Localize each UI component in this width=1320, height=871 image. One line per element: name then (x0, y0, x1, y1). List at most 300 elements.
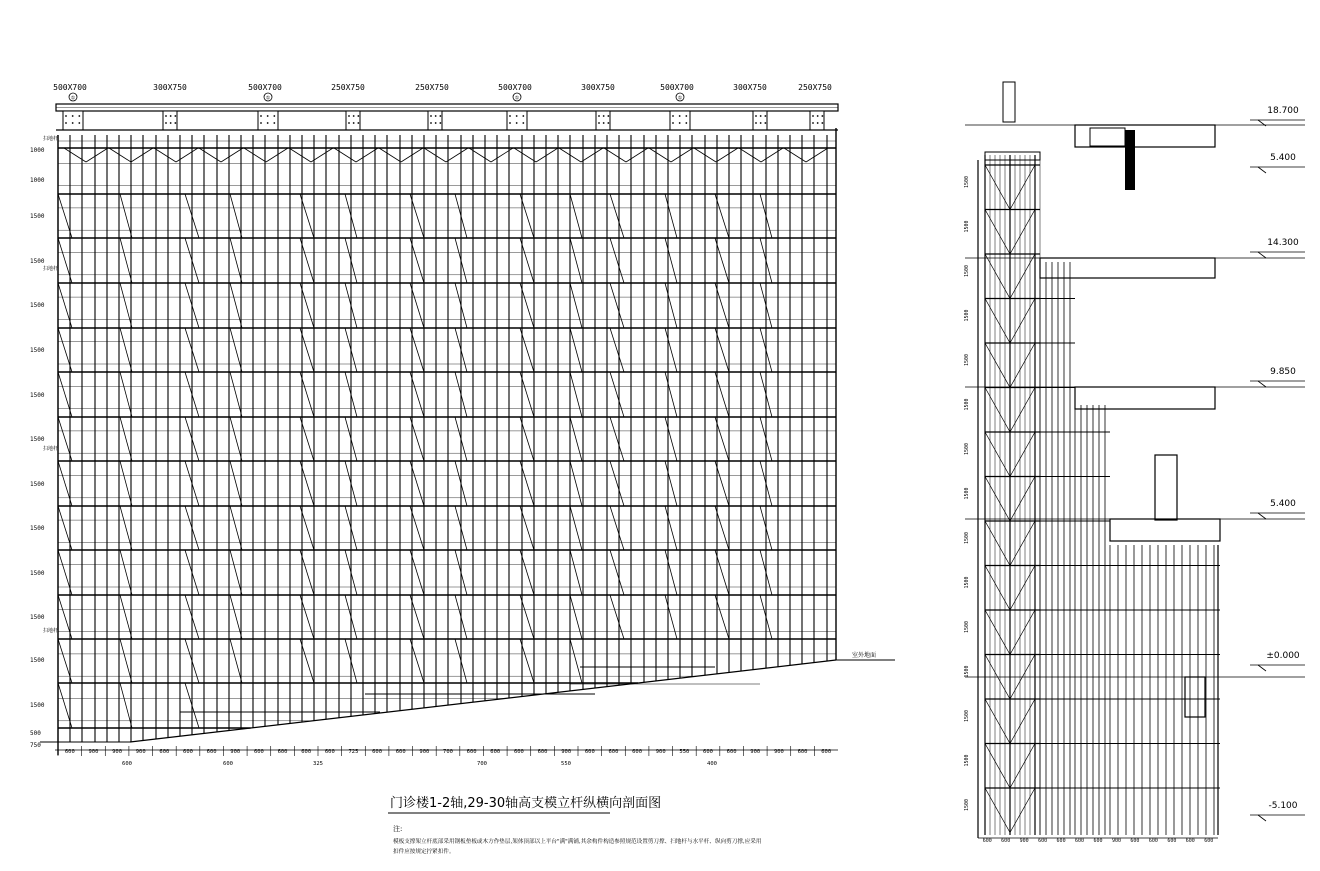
right-brace (1010, 388, 1035, 433)
notes-line-1: 模板支撑架立杆底部采用钢板垫板或木方作垫层,架体顶部以上平台"满"满铺,其余构件构造参照规范设置剪刀撑、扫地杆与水平杆、纵向剪刀撑,应采用 (393, 839, 762, 845)
beam-rebar-dot (439, 122, 441, 124)
drawing-title: 门诊楼1-2轴,29-30轴高支模立杆纵横向剖面图 (390, 796, 662, 811)
elevation-arrow (1258, 252, 1266, 258)
left-step-label: 1500 (30, 481, 45, 488)
right-spacing-label: 600 (1075, 838, 1085, 844)
beam-section (596, 111, 610, 130)
right-brace (985, 744, 1010, 789)
beam-rebar-dot (817, 122, 819, 124)
brace-diagonal (570, 328, 582, 372)
beam-rebar-dot (348, 115, 350, 117)
right-step-label: 1500 (964, 709, 970, 722)
beam-rebar-dot (760, 115, 762, 117)
beam-rebar-dot (273, 115, 275, 117)
brace-diagonal (665, 417, 677, 461)
retaining-wall (1185, 677, 1205, 717)
beam-rebar-dot (165, 122, 167, 124)
brace-diagonal (610, 595, 624, 639)
elevation-label: 18.700 (1267, 106, 1299, 116)
beam-section (428, 111, 442, 130)
right-bottom-spacing-dims (978, 838, 1218, 844)
beam-rebar-dot (760, 122, 762, 124)
slab-9850 (1075, 387, 1215, 409)
spacing-label: 600 (821, 749, 832, 755)
beam-section (258, 111, 278, 130)
spacing-label: 900 (112, 749, 123, 755)
brace-diagonal (570, 506, 582, 550)
spacing-label: 600 (726, 749, 737, 755)
brace-diagonal (120, 328, 132, 372)
spacing-label: 600 (466, 749, 477, 755)
brace-diagonal (570, 238, 582, 283)
right-brace (985, 699, 1010, 744)
left-diagonal-bracing (58, 148, 828, 728)
left-bottom-spacing-dims (55, 746, 838, 767)
beam-rebar-dot (435, 122, 437, 124)
beam-size-label: 250X750 (415, 83, 449, 92)
beam-rebar-dot (812, 122, 814, 124)
beam-size-label: 250X750 (798, 83, 832, 92)
left-step-label: 1000 (30, 147, 45, 154)
right-brace (985, 210, 1010, 255)
beam-rebar-dot (65, 115, 67, 117)
right-brace (1010, 432, 1035, 477)
beam-section (346, 111, 360, 130)
top-chevron-brace (334, 148, 356, 162)
right-brace (1010, 165, 1035, 210)
spacing-label: 600 (372, 749, 383, 755)
beam-rebar-dot (260, 115, 262, 117)
side-tag: 扫地杆 (43, 266, 59, 272)
beam-rebar-dot (672, 115, 674, 117)
beam-rebar-dot (509, 115, 511, 117)
brace-diagonal (120, 372, 132, 417)
left-roof-slab (56, 104, 838, 130)
left-step-label: 1500 (30, 213, 45, 220)
top-chevron-brace (244, 148, 266, 162)
beam-section (63, 111, 83, 130)
right-brace (985, 343, 1010, 388)
brace-diagonal (610, 283, 624, 328)
right-step-label: 1500 (964, 264, 970, 277)
right-step-label: 1500 (964, 309, 970, 322)
brace-diagonal (120, 417, 132, 461)
spacing-label: 900 (750, 749, 761, 755)
elevation-label: 5.400 (1270, 499, 1296, 509)
brace-diagonal (120, 595, 132, 639)
right-brace (1010, 210, 1035, 255)
spacing-label: 600 (253, 749, 264, 755)
right-spacing-label: 900 (1019, 838, 1029, 844)
brace-diagonal (120, 461, 132, 506)
right-brace (985, 299, 1010, 344)
right-brace (1010, 299, 1035, 344)
beam-rebar-dot (260, 122, 262, 124)
right-scaffold-grid (978, 152, 1220, 838)
right-brace (1010, 254, 1035, 299)
beam-rebar-dot (72, 122, 74, 124)
top-chevron-brace (581, 148, 603, 162)
brace-diagonal (610, 372, 624, 417)
spacing-label: 550 (679, 749, 690, 755)
brace-diagonal (665, 506, 677, 550)
elevation-label: -5.100 (1268, 801, 1298, 811)
beam-rebar-dot (353, 122, 355, 124)
right-brace (985, 610, 1010, 655)
beam-rebar-dot (607, 122, 609, 124)
ground-slope-line (130, 660, 836, 742)
spacing-label: 400 (707, 761, 717, 767)
brace-diagonal (665, 194, 677, 238)
brace-diagonal (610, 506, 624, 550)
brace-diagonal (230, 595, 242, 639)
right-step-label: 1500 (964, 531, 970, 544)
right-spacing-label: 600 (1148, 838, 1158, 844)
top-chevron-brace (266, 148, 288, 162)
brace-diagonal (120, 683, 132, 728)
beam-rebar-dot (603, 122, 605, 124)
brace-diagonal (230, 417, 242, 461)
beam-rebar-dot (522, 115, 524, 117)
spacing-label: 725 (348, 749, 359, 755)
brace-diagonal (230, 283, 242, 328)
beam-rebar-dot (174, 122, 176, 124)
beam-rebar-dot (439, 115, 441, 117)
right-brace (985, 165, 1010, 210)
brace-diagonal (570, 461, 582, 506)
beam-rebar-dot (672, 122, 674, 124)
spacing-label: 900 (135, 749, 146, 755)
beam-rebar-dot (78, 115, 80, 117)
beam-rebar-dot (817, 115, 819, 117)
spacing-label: 900 (561, 749, 572, 755)
brace-diagonal (665, 283, 677, 328)
ground-tag: 室外地面 (852, 652, 877, 659)
right-brace (1010, 699, 1035, 744)
brace-diagonal (120, 238, 132, 283)
right-brace (1010, 521, 1035, 566)
beam-rebar-dot (522, 122, 524, 124)
brace-diagonal (665, 372, 677, 417)
beam-rebar-dot (755, 122, 757, 124)
left-step-label: 1500 (30, 258, 45, 265)
beam-rebar-dot (607, 115, 609, 117)
side-tag: 扫地杆 (43, 628, 59, 634)
elevation-markers (1250, 106, 1305, 821)
top-chevron-brace (131, 148, 153, 162)
top-chevron-brace (806, 148, 828, 162)
beam-rebar-dot (348, 122, 350, 124)
elevation-arrow (1258, 815, 1266, 821)
elevation-arrow (1258, 665, 1266, 671)
top-chevron-brace (761, 148, 783, 162)
top-chevron-brace (64, 148, 86, 162)
spacing-label: 600 (513, 749, 524, 755)
axis-bubble-label: ① (677, 95, 683, 102)
brace-diagonal (570, 194, 582, 238)
top-chevron-brace (671, 148, 693, 162)
brace-diagonal (120, 283, 132, 328)
beam-rebar-dot (821, 122, 823, 124)
beam-section (753, 111, 767, 130)
beam-rebar-dot (430, 122, 432, 124)
beam-rebar-dot (165, 115, 167, 117)
top-chevron-brace (86, 148, 108, 162)
spacing-label: 900 (419, 749, 430, 755)
elevation-arrow (1258, 381, 1266, 387)
beam-rebar-dot (72, 115, 74, 117)
beam-rebar-dot (598, 115, 600, 117)
side-tag: 扫地杆 (43, 136, 59, 142)
brace-diagonal (610, 550, 624, 595)
beam-section (810, 111, 824, 130)
right-brace (985, 254, 1010, 299)
right-spacing-label: 600 (1204, 838, 1214, 844)
right-spacing-label: 600 (1130, 838, 1140, 844)
right-spacing-label: 600 (1093, 838, 1103, 844)
top-chevron-brace (491, 148, 513, 162)
beam-section (163, 111, 177, 130)
beam-rebar-dot (267, 115, 269, 117)
top-chevron-brace (514, 148, 536, 162)
right-brace (985, 566, 1010, 611)
brace-diagonal (570, 550, 582, 595)
spacing-label: 900 (655, 749, 666, 755)
right-step-height-labels (964, 176, 970, 811)
beam-rebar-dot (273, 122, 275, 124)
notes-line-2: 扣件应按规定拧紧扣件。 (393, 849, 455, 855)
brace-diagonal (665, 461, 677, 506)
top-chevron-brace (109, 148, 131, 162)
beam-rebar-dot (821, 115, 823, 117)
spacing-label: 600 (608, 749, 619, 755)
spacing-label: 550 (561, 761, 571, 767)
brace-diagonal (665, 595, 677, 639)
spacing-label: 600 (584, 749, 595, 755)
brace-diagonal (610, 417, 624, 461)
right-step-label: 1500 (964, 442, 970, 455)
beam-rebar-dot (755, 115, 757, 117)
spacing-label: 600 (277, 749, 288, 755)
top-post (1003, 82, 1015, 122)
beam-section (507, 111, 527, 130)
top-chevron-brace (379, 148, 401, 162)
axis-bubble-label: ① (70, 95, 76, 102)
beam-rebar-dot (516, 122, 518, 124)
axis-bubble-label: ① (265, 95, 271, 102)
brace-diagonal (120, 550, 132, 595)
left-step-label: 1500 (30, 347, 45, 354)
beam-rebar-dot (267, 122, 269, 124)
brace-diagonal (610, 194, 624, 238)
beam-rebar-dot (65, 122, 67, 124)
spacing-label: 600 (183, 749, 193, 755)
right-top-bearer (985, 152, 1040, 160)
beam-size-label: 300X750 (581, 83, 615, 92)
beam-rebar-dot (603, 115, 605, 117)
parapet-column (1125, 130, 1135, 190)
right-brace (985, 477, 1010, 522)
top-chevron-brace (199, 148, 221, 162)
beam-size-labels (53, 83, 832, 92)
elevation-label: 14.300 (1267, 238, 1299, 248)
right-step-label: 1500 (964, 620, 970, 633)
right-brace (1010, 477, 1035, 522)
spacing-label: 600 (223, 761, 233, 767)
top-chevron-brace (424, 148, 446, 162)
right-step-label: 1500 (964, 798, 970, 811)
right-step-label: 1500 (964, 353, 970, 366)
right-step-label: 1500 (964, 487, 970, 500)
beam-rebar-dot (679, 122, 681, 124)
right-building-profile (965, 82, 1305, 717)
beam-rebar-dot (509, 122, 511, 124)
spacing-label: 600 (206, 749, 217, 755)
beam-rebar-dot (357, 115, 359, 117)
right-spacing-label: 600 (982, 838, 992, 844)
right-spacing-label: 600 (1056, 838, 1066, 844)
right-scaffold-section (964, 82, 1305, 844)
brace-diagonal (610, 328, 624, 372)
brace-diagonal (570, 372, 582, 417)
brace-diagonal (120, 194, 132, 238)
brace-diagonal (665, 328, 677, 372)
upstand-column (1155, 455, 1177, 520)
edge-beam (1090, 128, 1125, 146)
top-chevron-brace (221, 148, 243, 162)
beam-size-label: 500X700 (53, 83, 87, 92)
left-step-label: 1500 (30, 614, 45, 621)
right-brace (1010, 788, 1035, 833)
left-side-tags (43, 135, 58, 634)
beam-size-label: 250X750 (331, 83, 365, 92)
brace-diagonal (230, 372, 242, 417)
right-brace (1010, 566, 1035, 611)
left-scaffold-section (30, 83, 895, 767)
brace-diagonal (570, 283, 582, 328)
side-tag: 扫地杆 (43, 446, 59, 452)
right-spacing-label: 600 (1185, 838, 1195, 844)
right-spacing-label: 900 (1111, 838, 1121, 844)
spacing-label: 600 (301, 749, 312, 755)
right-step-label: 1500 (964, 175, 970, 188)
beam-rebar-dot (435, 115, 437, 117)
left-scaffold-grid (58, 128, 836, 755)
beam-rebar-dot (170, 122, 172, 124)
spacing-label: 600 (159, 749, 170, 755)
top-chevron-brace (446, 148, 468, 162)
right-brace (985, 432, 1010, 477)
left-step-label: 750 (30, 742, 41, 749)
right-step-label: 1500 (964, 576, 970, 589)
top-chevron-brace (154, 148, 176, 162)
beam-rebar-dot (357, 122, 359, 124)
top-chevron-brace (469, 148, 491, 162)
top-chevron-brace (784, 148, 806, 162)
axis-bubbles (69, 93, 684, 102)
top-chevron-brace (176, 148, 198, 162)
spacing-label: 600 (703, 749, 713, 755)
beam-rebar-dot (598, 122, 600, 124)
right-brace (985, 788, 1010, 833)
beam-size-label: 300X750 (733, 83, 767, 92)
beam-size-label: 500X700 (248, 83, 282, 92)
left-step-label: 1500 (30, 436, 45, 443)
spacing-label: 600 (122, 761, 132, 767)
left-step-label: 500 (30, 730, 41, 737)
spacing-label: 700 (477, 761, 487, 767)
elevation-label: 9.850 (1270, 367, 1296, 377)
right-step-label: 1500 (964, 665, 970, 678)
right-brace (1010, 343, 1035, 388)
top-chevron-brace (716, 148, 738, 162)
beam-rebar-dot (170, 115, 172, 117)
spacing-label: 600 (632, 749, 643, 755)
brace-diagonal (570, 417, 582, 461)
beam-rebar-dot (430, 115, 432, 117)
brace-diagonal (230, 238, 242, 283)
axis-bubble-label: ① (514, 95, 520, 102)
elevation-arrow (1258, 167, 1266, 173)
right-spacing-label: 600 (1001, 838, 1011, 844)
beam-rebar-dot (353, 115, 355, 117)
spacing-label: 900 (88, 749, 99, 755)
spacing-label: 325 (313, 761, 323, 767)
spacing-label: 600 (64, 749, 75, 755)
right-step-label: 1500 (964, 754, 970, 767)
top-chevron-brace (289, 148, 311, 162)
left-step-label: 1500 (30, 702, 45, 709)
beam-rebar-dot (78, 122, 80, 124)
left-step-label: 1500 (30, 525, 45, 532)
beam-rebar-dot (685, 115, 687, 117)
left-step-label: 1500 (30, 570, 45, 577)
right-step-label: 1500 (964, 220, 970, 233)
elevation-label: ±0.000 (1266, 651, 1300, 661)
notes-heading: 注: (393, 825, 403, 833)
elevation-label: 5.400 (1270, 153, 1296, 163)
brace-diagonal (230, 194, 242, 238)
beam-size-label: 500X700 (498, 83, 532, 92)
spacing-label: 600 (395, 749, 406, 755)
beam-rebar-dot (174, 115, 176, 117)
right-brace (1010, 610, 1035, 655)
right-step-label: 1500 (964, 398, 970, 411)
slab-14300 (1040, 258, 1215, 278)
beam-size-label: 500X700 (660, 83, 694, 92)
beam-rebar-dot (516, 115, 518, 117)
brace-diagonal (610, 461, 624, 506)
spacing-label: 700 (443, 749, 453, 755)
brace-diagonal (120, 506, 132, 550)
spacing-label: 600 (490, 749, 501, 755)
beam-rebar-dot (764, 122, 766, 124)
beam-rebar-dot (812, 115, 814, 117)
brace-diagonal (230, 328, 242, 372)
brace-diagonal (230, 461, 242, 506)
top-chevron-brace (536, 148, 558, 162)
beam-size-label: 300X750 (153, 83, 187, 92)
spacing-label: 900 (230, 749, 241, 755)
spacing-label: 600 (797, 749, 808, 755)
right-brace (985, 388, 1010, 433)
beam-section (670, 111, 690, 130)
beam-rebar-dot (764, 115, 766, 117)
left-step-label: 1500 (30, 302, 45, 309)
slab-5400 (1110, 519, 1220, 541)
right-brace (1010, 744, 1035, 789)
beam-rebar-dot (685, 122, 687, 124)
